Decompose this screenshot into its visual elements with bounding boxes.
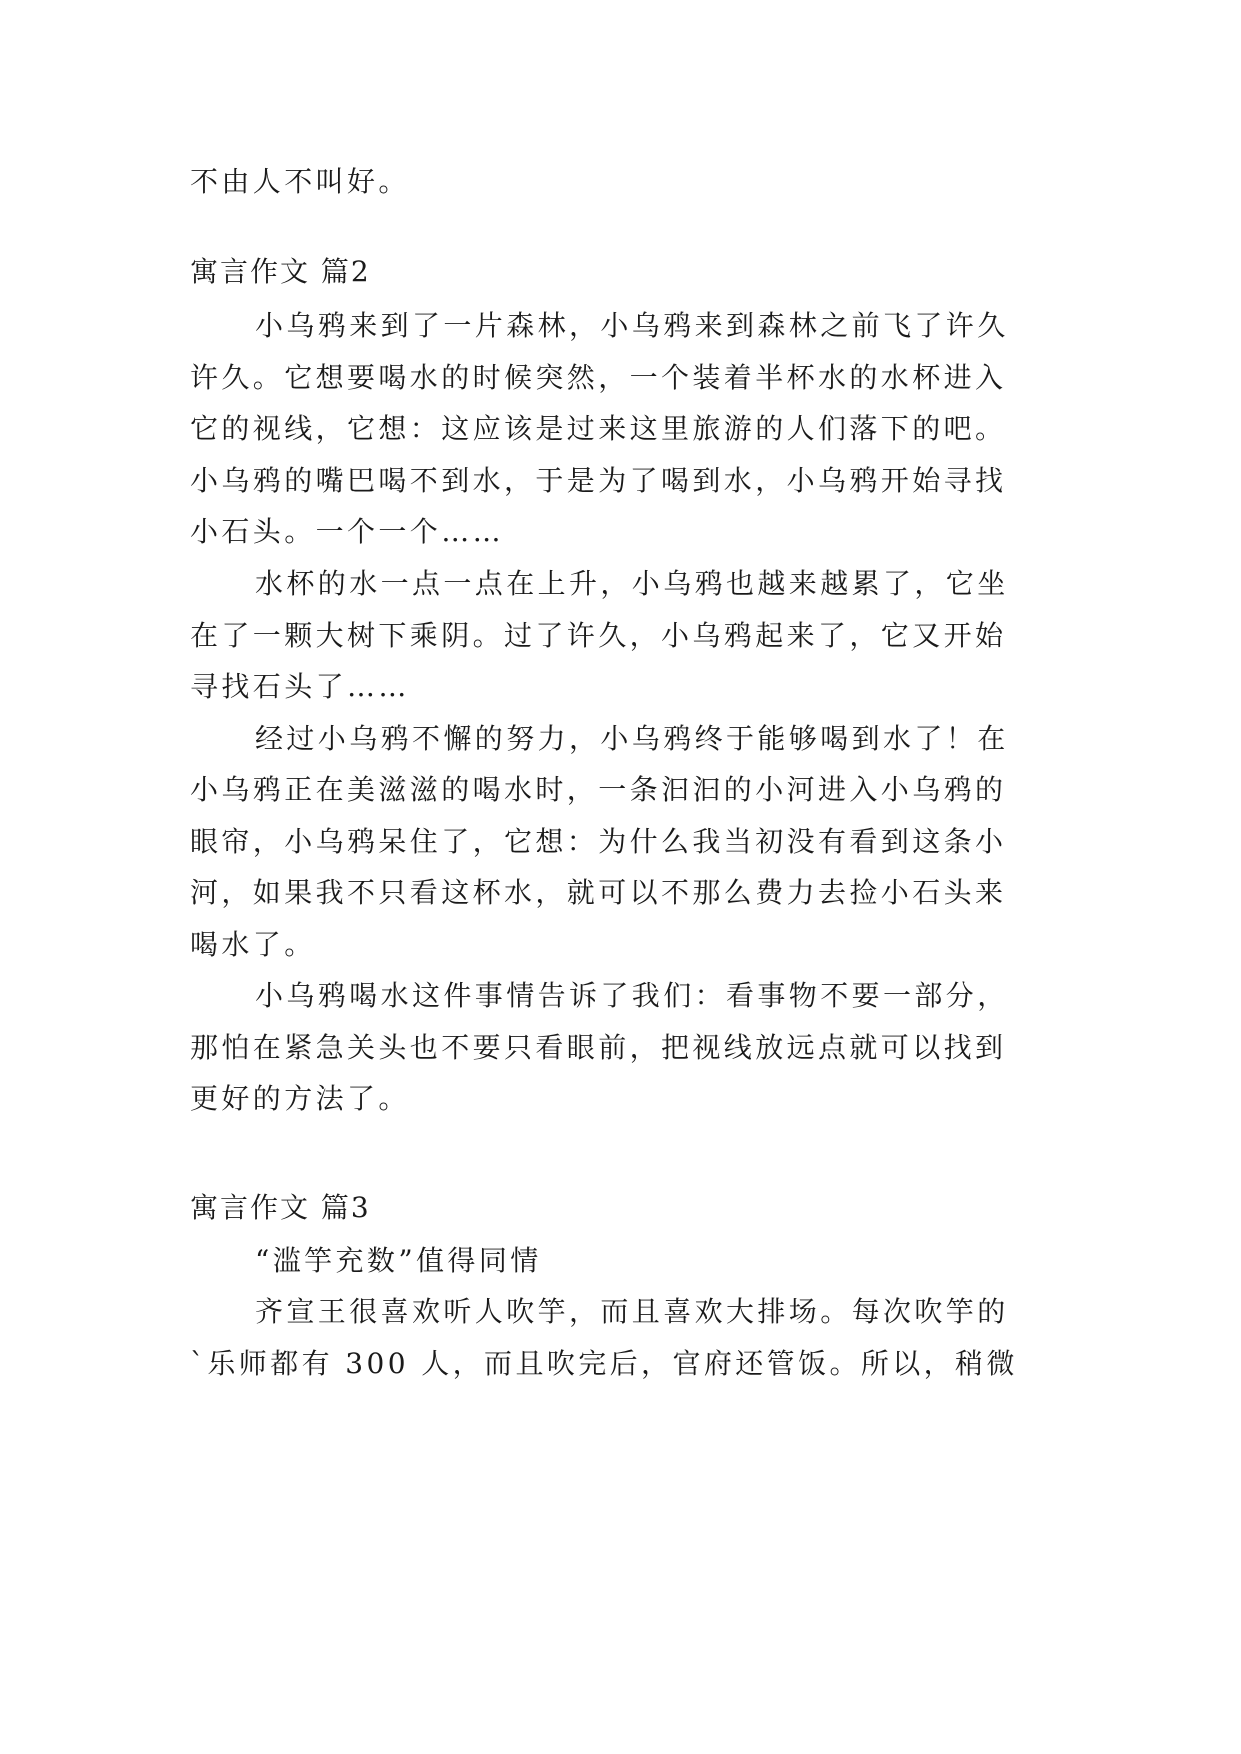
paragraph-line: 小石头。一个一个…… — [190, 515, 505, 548]
paragraph-line: 小乌鸦正在美滋滋的喝水时，一条汩汩的小河进入小乌鸦的 — [190, 773, 1007, 806]
section-3-heading: 寓言作文 篇3 — [190, 1191, 371, 1224]
paragraph-line: 小乌鸦的嘴巴喝不到水，于是为了喝到水，小乌鸦开始寻找 — [190, 464, 1007, 497]
paragraph-line: 经过小乌鸦不懈的努力，小乌鸦终于能够喝到水了！在 — [255, 722, 1009, 755]
paragraph-line: `乐师都有 300 人，而且吹完后，官府还管饭。所以，稍微 — [190, 1347, 1018, 1380]
paragraph-line: 那怕在紧急关头也不要只看眼前，把视线放远点就可以找到 — [190, 1031, 1007, 1064]
paragraph-line: 更好的方法了。 — [190, 1082, 410, 1115]
paragraph-line: 它的视线，它想：这应该是过来这里旅游的人们落下的吧。 — [190, 412, 1007, 445]
paragraph-line: 河，如果我不只看这杯水，就可以不那么费力去捡小石头来 — [190, 876, 1007, 909]
section-2-heading: 寓言作文 篇2 — [190, 255, 371, 288]
paragraph-line: 小乌鸦来到了一片森林，小乌鸦来到森林之前飞了许久 — [255, 309, 1009, 342]
paragraph-line: 水杯的水一点一点在上升，小乌鸦也越来越累了，它坐 — [255, 567, 1009, 600]
paragraph-line: 喝水了。 — [190, 928, 316, 961]
paragraph-line: 在了一颗大树下乘阴。过了许久，小乌鸦起来了，它又开始 — [190, 619, 1007, 652]
paragraph-line: 眼帘，小乌鸦呆住了，它想：为什么我当初没有看到这条小 — [190, 825, 1007, 858]
paragraph-line: 寻找石头了…… — [190, 670, 410, 703]
paragraph-line: 许久。它想要喝水的时候突然，一个装着半杯水的水杯进入 — [190, 361, 1007, 394]
paragraph-line: 小乌鸦喝水这件事情告诉了我们：看事物不要一部分， — [255, 979, 1009, 1012]
intro-tail-line: 不由人不叫好。 — [190, 165, 410, 198]
paragraph-line: 齐宣王很喜欢听人吹竽，而且喜欢大排场。每次吹竽的 — [255, 1295, 1009, 1328]
section-3-subtitle: “滥竽充数”值得同情 — [255, 1244, 542, 1277]
